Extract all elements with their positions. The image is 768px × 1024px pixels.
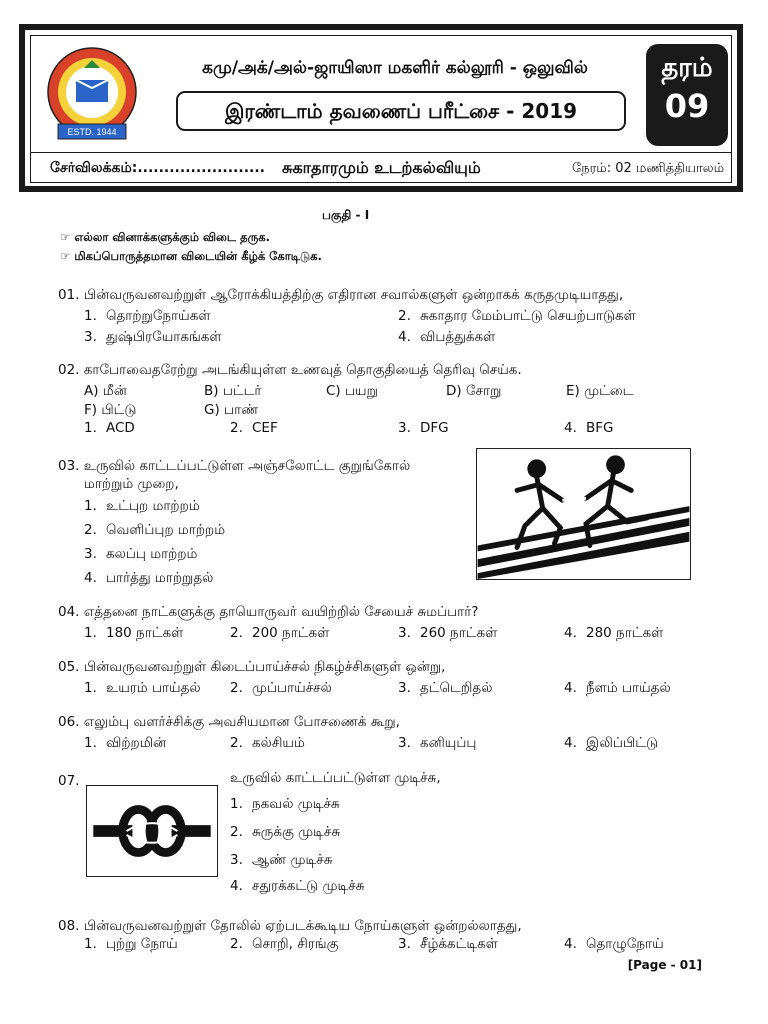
q5-option-4 — [564, 680, 671, 698]
option-number: 4. — [398, 329, 411, 345]
option-number: 1. — [84, 308, 97, 324]
school-name: கமு/அக்/அல்-ஜாயிஸா மகளிர் கல்லூரி - ஒலுவில் — [202, 58, 588, 78]
option-number: 2. — [230, 824, 243, 840]
question-3-line-2: மாற்றும் முறை, — [84, 476, 179, 492]
option-text: சொறி, சிரங்கு — [252, 936, 339, 952]
option-text: கனியுப்பு — [420, 735, 477, 751]
q2-option-2 — [230, 420, 278, 436]
option-number: 3. — [230, 852, 243, 868]
option-text: 200 நாட்கள் — [252, 625, 330, 641]
q3-option-3 — [84, 546, 197, 564]
header-divider — [30, 152, 732, 153]
page-number: [Page - 01] — [627, 958, 702, 972]
option-number: 4. — [564, 735, 577, 751]
option-number: 4. — [564, 625, 577, 641]
q4-option-2 — [230, 625, 329, 643]
q2-item-b: B) பட்டர் — [204, 383, 262, 399]
q2-item-d: D) சோறு — [446, 383, 502, 399]
option-number: 2. — [398, 308, 411, 324]
option-text: தட்டெறிதல் — [420, 680, 493, 696]
option-number: 2. — [230, 625, 243, 641]
grade-label: தரம் — [661, 53, 713, 83]
option-text: சீழ்க்கட்டிகள் — [420, 936, 498, 952]
option-number: 2. — [230, 735, 243, 751]
option-text: 280 நாட்கள் — [586, 625, 664, 641]
option-number: 3. — [84, 546, 97, 562]
option-text: ஆண் முடிச்சு — [252, 852, 333, 868]
question-8: 08. பின்வருவனவற்றுள் தோலில் ஏற்படக்கூடிய நோய்களுள் ஒன்றல்லாதது, — [58, 918, 522, 934]
option-text: புற்று நோய் — [106, 936, 178, 952]
q1-option-3 — [84, 329, 222, 347]
instruction-1-text: எல்லா வினாக்களுக்கும் விடை தருக. — [74, 230, 270, 244]
q7-option-4 — [230, 878, 365, 896]
option-number: 1. — [84, 680, 97, 696]
q3-option-1 — [84, 498, 200, 516]
option-text: துஷ்பிரயோகங்கள் — [106, 329, 222, 345]
q2-item-f: F) பிட்டு — [84, 402, 137, 418]
exam-duration: நேரம்: 02 மணித்தியாலம் — [572, 161, 725, 176]
q2-item-g: G) பாண் — [204, 402, 259, 418]
option-number: 1. — [84, 936, 97, 952]
q2-option-1 — [84, 420, 135, 436]
option-text: சதுரக்கட்டு முடிச்சு — [252, 878, 365, 894]
q4-option-4 — [564, 625, 663, 643]
option-text: உட்புற மாற்றம் — [106, 498, 200, 514]
logo-estd-text: ESTD. 1944 — [67, 127, 117, 137]
option-text: விபத்துக்கள் — [420, 329, 496, 345]
instruction-2-text: மிகப்பொருத்தமான விடையின் கீழ்க் கோடிடுக. — [74, 249, 322, 263]
option-text: விற்றமின் — [106, 735, 167, 751]
relay-baton-figure — [476, 448, 691, 580]
question-4: 04. எத்தனை நாட்களுக்கு தாயொருவர் வயிற்றில் சேயைச் சுமப்பார்? — [58, 604, 479, 620]
question-7: உருவில் காட்டப்பட்டுள்ள முடிச்சு, — [230, 770, 441, 786]
knot-figure — [86, 785, 218, 877]
option-number: 1. — [84, 625, 97, 641]
option-number: 4. — [564, 420, 577, 436]
q5-option-2 — [230, 680, 332, 698]
option-number: 1. — [84, 735, 97, 751]
exam-title: இரண்டாம் தவணைப் பரீட்சை - 2019 — [176, 91, 626, 131]
q8-option-4 — [564, 936, 664, 954]
option-text: 180 நாட்கள் — [106, 625, 184, 641]
option-text: சுகாதார மேம்பாட்டு செயற்பாடுகள் — [420, 308, 636, 324]
question-1: 01. பின்வருவனவற்றுள் ஆரோக்கியத்திற்கு எதிரான சவால்களுள் ஒன்றாகக் கருதமுடியாதது, — [58, 287, 624, 303]
q6-option-1 — [84, 735, 166, 753]
option-number: 2. — [230, 680, 243, 696]
q5-option-3 — [398, 680, 492, 698]
option-text: ACD — [106, 420, 135, 436]
option-text: CEF — [252, 420, 278, 436]
option-text: சுருக்கு முடிச்சு — [252, 824, 341, 840]
question-5: 05. பின்வருவனவற்றுள் கிடைப்பாய்ச்சல் நிகழ்ச்சிகளுள் ஒன்று, — [58, 659, 446, 675]
option-text: BFG — [586, 420, 614, 436]
option-number: 4. — [84, 570, 97, 586]
option-text: பார்த்து மாற்றுதல் — [106, 570, 214, 586]
option-text: நகவல் முடிச்சு — [252, 796, 340, 812]
option-text: உயரம் பாய்தல் — [106, 680, 201, 696]
option-number: 4. — [230, 878, 243, 894]
option-number: 2. — [230, 936, 243, 952]
q3-option-4 — [84, 570, 213, 588]
subject-title: சுகாதாரமும் உடற்கல்வியும் — [282, 158, 481, 177]
option-text: கல்சியம் — [252, 735, 305, 751]
option-number: 2. — [84, 522, 97, 538]
q7-option-1 — [230, 796, 340, 814]
option-text: தொழுநோய் — [586, 936, 664, 952]
q1-option-2 — [398, 308, 636, 326]
q2-item-c: C) பயறு — [326, 383, 378, 399]
option-number: 1. — [230, 796, 243, 812]
school-logo — [40, 46, 144, 144]
grade-badge — [646, 44, 728, 146]
question-3-line-1: 03. உருவில் காட்டப்பட்டுள்ள அஞ்சலோட்ட குறுங்கோல் — [58, 458, 411, 474]
q6-option-4 — [564, 735, 658, 753]
option-number: 4. — [564, 936, 577, 952]
q8-option-3 — [398, 936, 498, 954]
q8-option-2 — [230, 936, 339, 954]
q4-option-3 — [398, 625, 497, 643]
question-7-number: 07. — [58, 773, 80, 789]
option-number: 3. — [398, 680, 411, 696]
option-text: நீளம் பாய்தல் — [586, 680, 671, 696]
q2-item-a: A) மீன் — [84, 383, 127, 399]
option-text: DFG — [420, 420, 449, 436]
option-number: 3. — [398, 420, 411, 436]
option-number: 3. — [398, 735, 411, 751]
instruction-1 — [60, 230, 270, 246]
option-text: இலிப்பிட்டு — [586, 735, 659, 751]
q4-option-1 — [84, 625, 183, 643]
option-number: 3. — [398, 625, 411, 641]
option-number: 1. — [84, 498, 97, 514]
option-number: 3. — [84, 329, 97, 345]
option-number: 3. — [398, 936, 411, 952]
q5-option-1 — [84, 680, 201, 698]
instruction-2 — [60, 249, 322, 265]
q1-option-4 — [398, 329, 495, 347]
option-number: 2. — [230, 420, 243, 436]
question-2: 02. காபோவைதரேற்று அடங்கியுள்ள உணவுத் தொகுதியைத் தெரிவு செய்க. — [58, 362, 522, 378]
q2-item-e: E) முட்டை — [566, 383, 634, 399]
q3-option-2 — [84, 522, 225, 540]
option-text: 260 நாட்கள் — [420, 625, 498, 641]
option-text: முப்பாய்ச்சல் — [252, 680, 332, 696]
q2-option-3 — [398, 420, 449, 436]
option-text: வெளிப்புற மாற்றம் — [106, 522, 226, 538]
q1-option-1 — [84, 308, 211, 326]
option-text: தொற்றுநோய்கள் — [106, 308, 211, 324]
grade-value: 09 — [664, 87, 710, 125]
q6-option-3 — [398, 735, 476, 753]
q2-option-4 — [564, 420, 614, 436]
section-title: பகுதி - I — [322, 208, 370, 222]
registration-number-field: சேர்விலக்கம்:........................ — [50, 160, 265, 176]
q7-option-2 — [230, 824, 340, 842]
option-text: கலப்பு மாற்றம் — [106, 546, 198, 562]
q6-option-2 — [230, 735, 305, 753]
q8-option-1 — [84, 936, 178, 954]
question-6: 06. எலும்பு வளர்ச்சிக்கு அவசியமான போசணைக் கூறு, — [58, 714, 400, 730]
option-number: 1. — [84, 420, 97, 436]
q7-option-3 — [230, 852, 333, 870]
option-number: 4. — [564, 680, 577, 696]
pointer-hand-icon: ☞ — [60, 249, 75, 263]
pointer-hand-icon: ☞ — [60, 230, 75, 244]
